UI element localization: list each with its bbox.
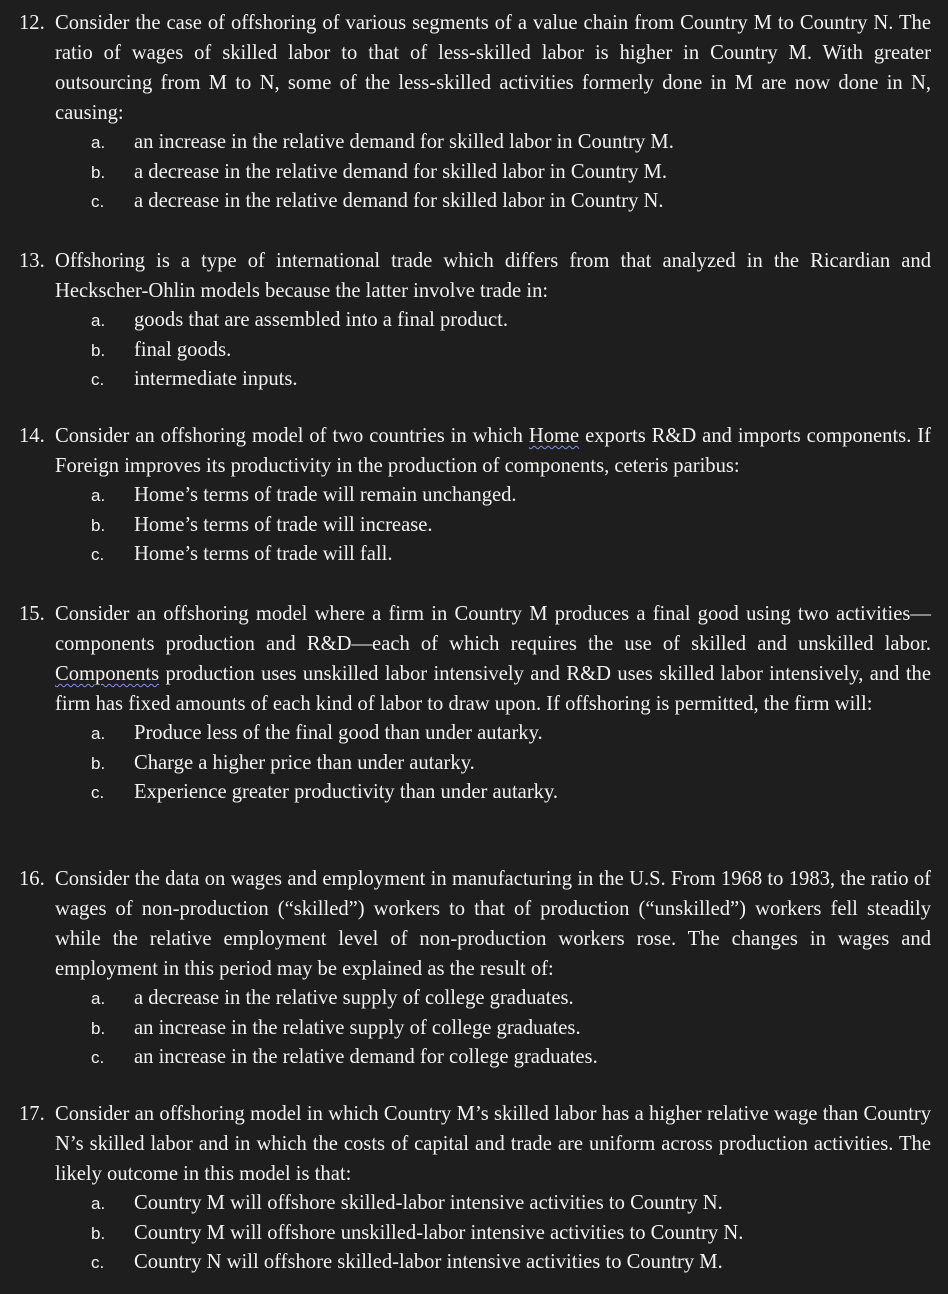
option-text: an increase in the relative demand for skilled labor in Country M. (134, 131, 674, 153)
question-stem (19, 599, 931, 719)
spellcheck-word: Home (528, 425, 580, 447)
spellcheck-word: Components (55, 663, 160, 685)
option-letter: b. (91, 162, 106, 182)
question-14 (0, 421, 948, 570)
option-letter: c. (91, 370, 105, 390)
option-text: goods that are assembled into a final product. (134, 309, 509, 331)
question-number: 17. (19, 1103, 45, 1125)
option-c[interactable] (0, 187, 948, 217)
option-b[interactable] (0, 336, 948, 366)
option-a[interactable] (0, 984, 948, 1014)
question-stem (19, 864, 931, 984)
option-letter: a. (91, 989, 106, 1008)
question-16 (0, 864, 948, 1073)
stem-text: Offshoring is a type of international trade which differs from that analyzed in the Ricardian and Heckscher-Ohlin models because the latter involve trade in: (55, 250, 931, 302)
option-text: Home’s terms of trade will fall. (134, 543, 393, 566)
option-text: an increase in the relative supply of college graduates. (134, 1016, 581, 1039)
option-text: Country M will offshore unskilled-labor intensive activities to Country N. (134, 1221, 744, 1244)
option-c[interactable] (0, 778, 948, 808)
option-text: Home’s terms of trade will remain unchanged. (134, 484, 517, 506)
option-a[interactable] (0, 481, 948, 511)
question-number: 12. (19, 12, 45, 34)
option-b[interactable] (0, 749, 948, 779)
options-list (0, 128, 948, 217)
option-letter: a. (91, 724, 106, 743)
option-c[interactable] (0, 1248, 948, 1278)
question-number: 13. (19, 250, 45, 272)
option-letter: b. (91, 1223, 106, 1243)
question-number: 15. (19, 603, 45, 625)
question-13 (0, 246, 948, 395)
option-text: Home’s terms of trade will increase. (134, 513, 433, 536)
option-letter: b. (91, 753, 106, 773)
options-list (0, 306, 948, 395)
option-text: a decrease in the relative supply of college graduates. (134, 987, 574, 1009)
option-text: Experience greater productivity than under autarky. (134, 781, 559, 804)
option-letter: b. (91, 1018, 106, 1038)
options-list (0, 1189, 948, 1278)
options-list (0, 481, 948, 570)
option-text: an increase in the relative demand for college graduates. (134, 1046, 598, 1069)
question-17 (0, 1099, 948, 1278)
stem-text: Consider the data on wages and employment in manufacturing in the U.S. From 1968 to 1983, the ratio of wages of non-production (“skilled”) workers to that of production (“unskilled”) workers fell steadily while the relative employment level of non-production workers rose. The changes in wages and employment in this period may be explained as the result of: (55, 868, 931, 980)
option-letter: c. (91, 1253, 105, 1273)
question-stem (19, 8, 931, 128)
stem-text: production uses unskilled labor intensively and R&D uses skilled labor intensively, and the firm has fixed amounts of each kind of labor to draw upon. If offshoring is permitted, the firm will: (55, 663, 931, 715)
stem-text: Consider an offshoring model of two countries in which (55, 425, 529, 447)
question-stem (19, 1099, 931, 1189)
options-list (0, 719, 948, 808)
option-text: Country N will offshore skilled-labor intensive activities to Country M. (134, 1251, 723, 1274)
option-letter: c. (91, 1048, 105, 1068)
option-a[interactable] (0, 1189, 948, 1219)
option-letter: a. (91, 311, 106, 330)
option-a[interactable] (0, 719, 948, 749)
option-c[interactable] (0, 1043, 948, 1073)
stem-text: Consider the case of offshoring of various segments of a value chain from Country M to Country N. The ratio of wages of skilled labor to that of less-skilled labor is higher in Country M. With greater outsourcing from M to N, some of the less-skilled activities formerly done in M are now done in N, causing: (55, 12, 931, 124)
option-text: a decrease in the relative demand for skilled labor in Country N. (134, 190, 664, 213)
option-c[interactable] (0, 540, 948, 570)
option-letter: a. (91, 1194, 106, 1213)
stem-text: exports R&D and imports components. If Foreign improves its productivity in the production of components, ceteris paribus: (55, 425, 931, 477)
stem-text: Consider an offshoring model where a firm in Country M produces a final good using two activities—components production and R&D—each of which requires the use of skilled and unskilled labor. (55, 603, 931, 655)
option-text: Country M will offshore skilled-labor intensive activities to Country N. (134, 1192, 723, 1214)
question-stem (19, 246, 931, 306)
option-letter: a. (91, 486, 106, 505)
options-list (0, 984, 948, 1073)
option-letter: b. (91, 340, 106, 360)
option-text: a decrease in the relative demand for skilled labor in Country M. (134, 160, 667, 183)
option-text: Produce less of the final good than under autarky. (134, 722, 543, 744)
stem-text: Consider an offshoring model in which Country M’s skilled labor has a higher relative wage than Country N’s skilled labor and in which the costs of capital and trade are uniform across production activities. The likely outcome in this model is that: (55, 1103, 931, 1185)
option-b[interactable] (0, 511, 948, 541)
option-b[interactable] (0, 1219, 948, 1249)
option-letter: c. (91, 783, 105, 803)
question-stem (19, 421, 931, 481)
option-letter: c. (91, 545, 105, 565)
option-text: final goods. (134, 338, 232, 361)
question-number: 16. (19, 868, 45, 890)
option-text: Charge a higher price than under autarky. (134, 751, 475, 774)
question-12 (0, 8, 948, 217)
option-c[interactable] (0, 365, 948, 395)
option-letter: c. (91, 192, 105, 212)
option-a[interactable] (0, 128, 948, 158)
option-b[interactable] (0, 1014, 948, 1044)
option-text: intermediate inputs. (134, 368, 298, 391)
option-letter: a. (91, 133, 106, 152)
option-b[interactable] (0, 158, 948, 188)
option-a[interactable] (0, 306, 948, 336)
option-letter: b. (91, 515, 106, 535)
question-15 (0, 599, 948, 808)
question-number: 14. (19, 425, 45, 447)
